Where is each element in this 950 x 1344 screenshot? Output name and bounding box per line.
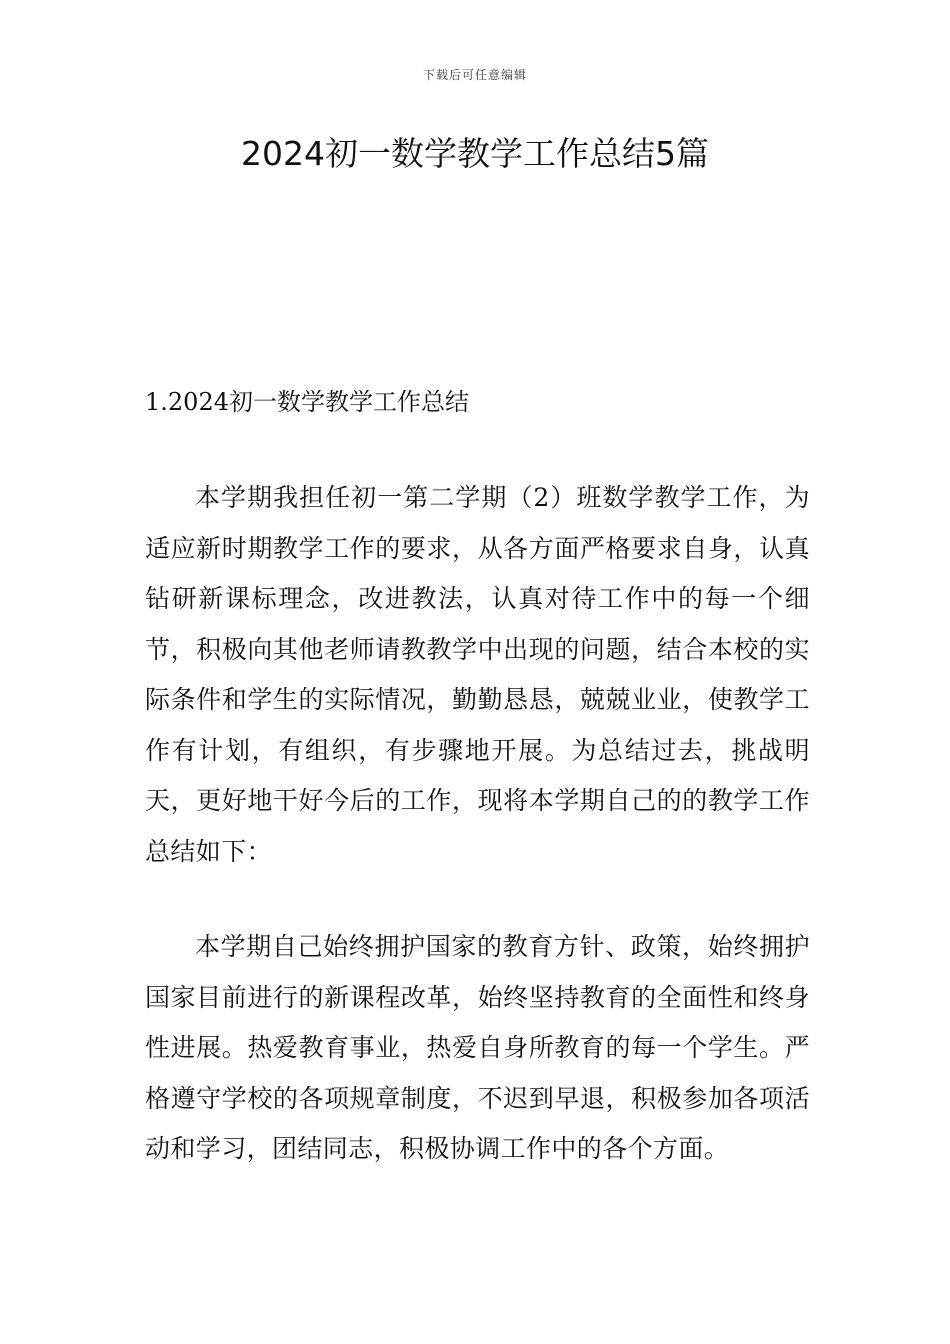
paragraph-2: 本学期自己始终拥护国家的教育方针、政策，始终拥护国家目前进行的新课程改革，始终坚持教育的全面性和终身性进展。热爱教育事业，热爱自身所教育的每一个学生。严格遵守学校的各项规章制度，不迟到早退，积极参加各项活动和学习，团结同志，积极协调工作中的各个方面。 (145, 932, 810, 1163)
header-note: 下载后可任意编辑 (422, 68, 527, 82)
section-heading: 1.2024初一数学教学工作总结 (145, 388, 469, 416)
paragraph-1: 本学期我担任初一第二学期（2）班数学教学工作，为适应新时期教学工作的要求，从各方面严格要求自身，认真钻研新课标理念，改进教法，认真对待工作中的每一个细节，积极向其他老师请教教学中出现的问题，结合本校的实际条件和学生的实际情况，勤勤恳恳，兢兢业业，使教学工作有计划，有组织，有步骤地开展。为总结过去，挑战明天，更好地干好今后的工作，现将本学期自己的的教学工作总结如下： (145, 483, 810, 866)
document-title: 2024初一数学教学工作总结5篇 (241, 134, 709, 173)
